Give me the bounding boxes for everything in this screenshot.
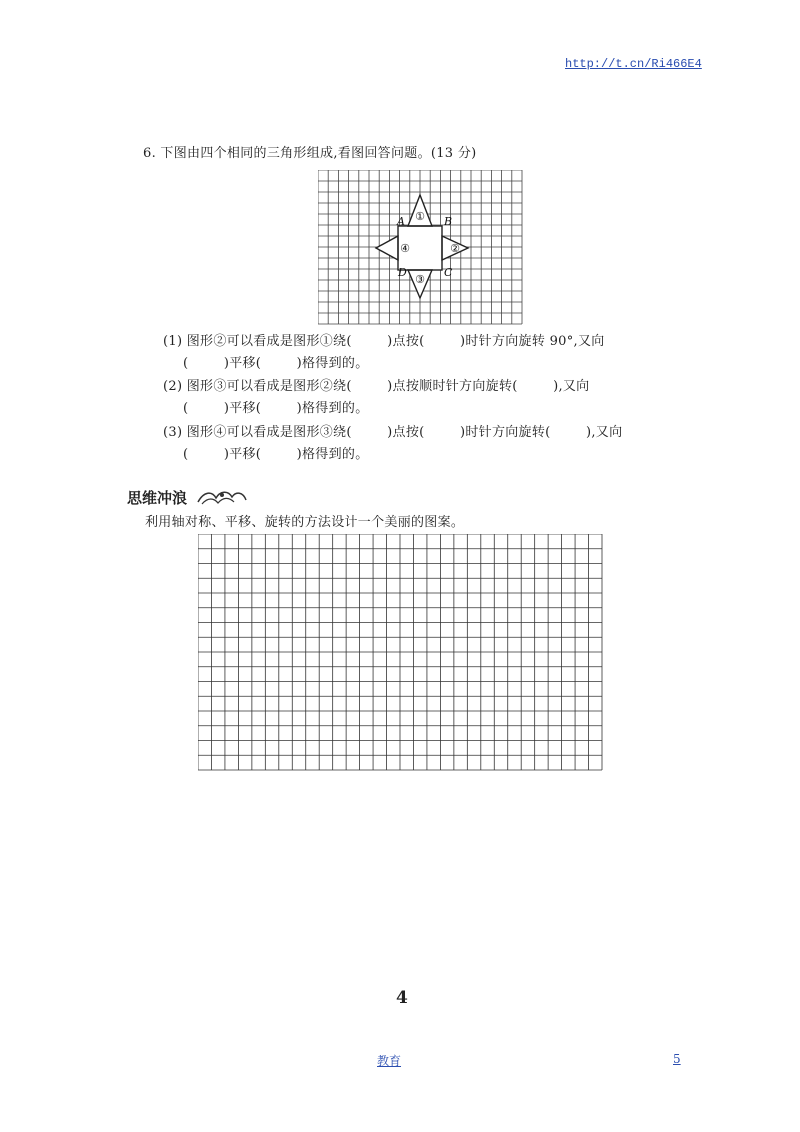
point-label-c: C <box>444 266 453 279</box>
footer-link[interactable]: 教育 <box>377 1054 402 1068</box>
thinking-section-title: 思维冲浪 <box>127 489 188 507</box>
question-6-item-2-line-1: (2) 图形③可以看成是图形②绕( )点按顺时针方向旋转( ),又向 <box>163 379 590 394</box>
design-grid-lines <box>198 534 602 770</box>
header-link[interactable]: http://t.cn/Ri466E4 <box>565 57 702 71</box>
shape-label-4: ④ <box>400 242 410 255</box>
question-6-item-1-line-2: ( )平移( )格得到的。 <box>183 356 369 371</box>
question-6-item-3-line-2: ( )平移( )格得到的。 <box>183 447 369 462</box>
footer-page-link[interactable]: 5 <box>673 1052 681 1066</box>
point-label-a: A <box>397 215 405 228</box>
design-grid <box>198 534 604 772</box>
shape-label-1: ① <box>415 210 425 223</box>
question-6-item-1-line-1: (1) 图形②可以看成是图形①绕( )点按( )时针方向旋转 90°,又向 <box>163 334 605 349</box>
question-6-item-3-line-1: (3) 图形④可以看成是图形③绕( )点按( )时针方向旋转( ),又向 <box>163 425 623 440</box>
page-number: 4 <box>396 988 408 1008</box>
wave-icon <box>196 487 248 507</box>
point-label-b: B <box>444 215 453 228</box>
thinking-instruction: 利用轴对称、平移、旋转的方法设计一个美丽的图案。 <box>145 515 465 530</box>
question-6-item-2-line-2: ( )平移( )格得到的。 <box>183 401 369 416</box>
shape-label-2: ② <box>450 242 460 255</box>
triangle-grid-figure <box>318 170 524 326</box>
shape-label-3: ③ <box>415 273 425 286</box>
point-label-d: D <box>398 266 407 279</box>
question-6-title: 6. 下图由四个相同的三角形组成,看图回答问题。(13 分) <box>143 146 477 161</box>
